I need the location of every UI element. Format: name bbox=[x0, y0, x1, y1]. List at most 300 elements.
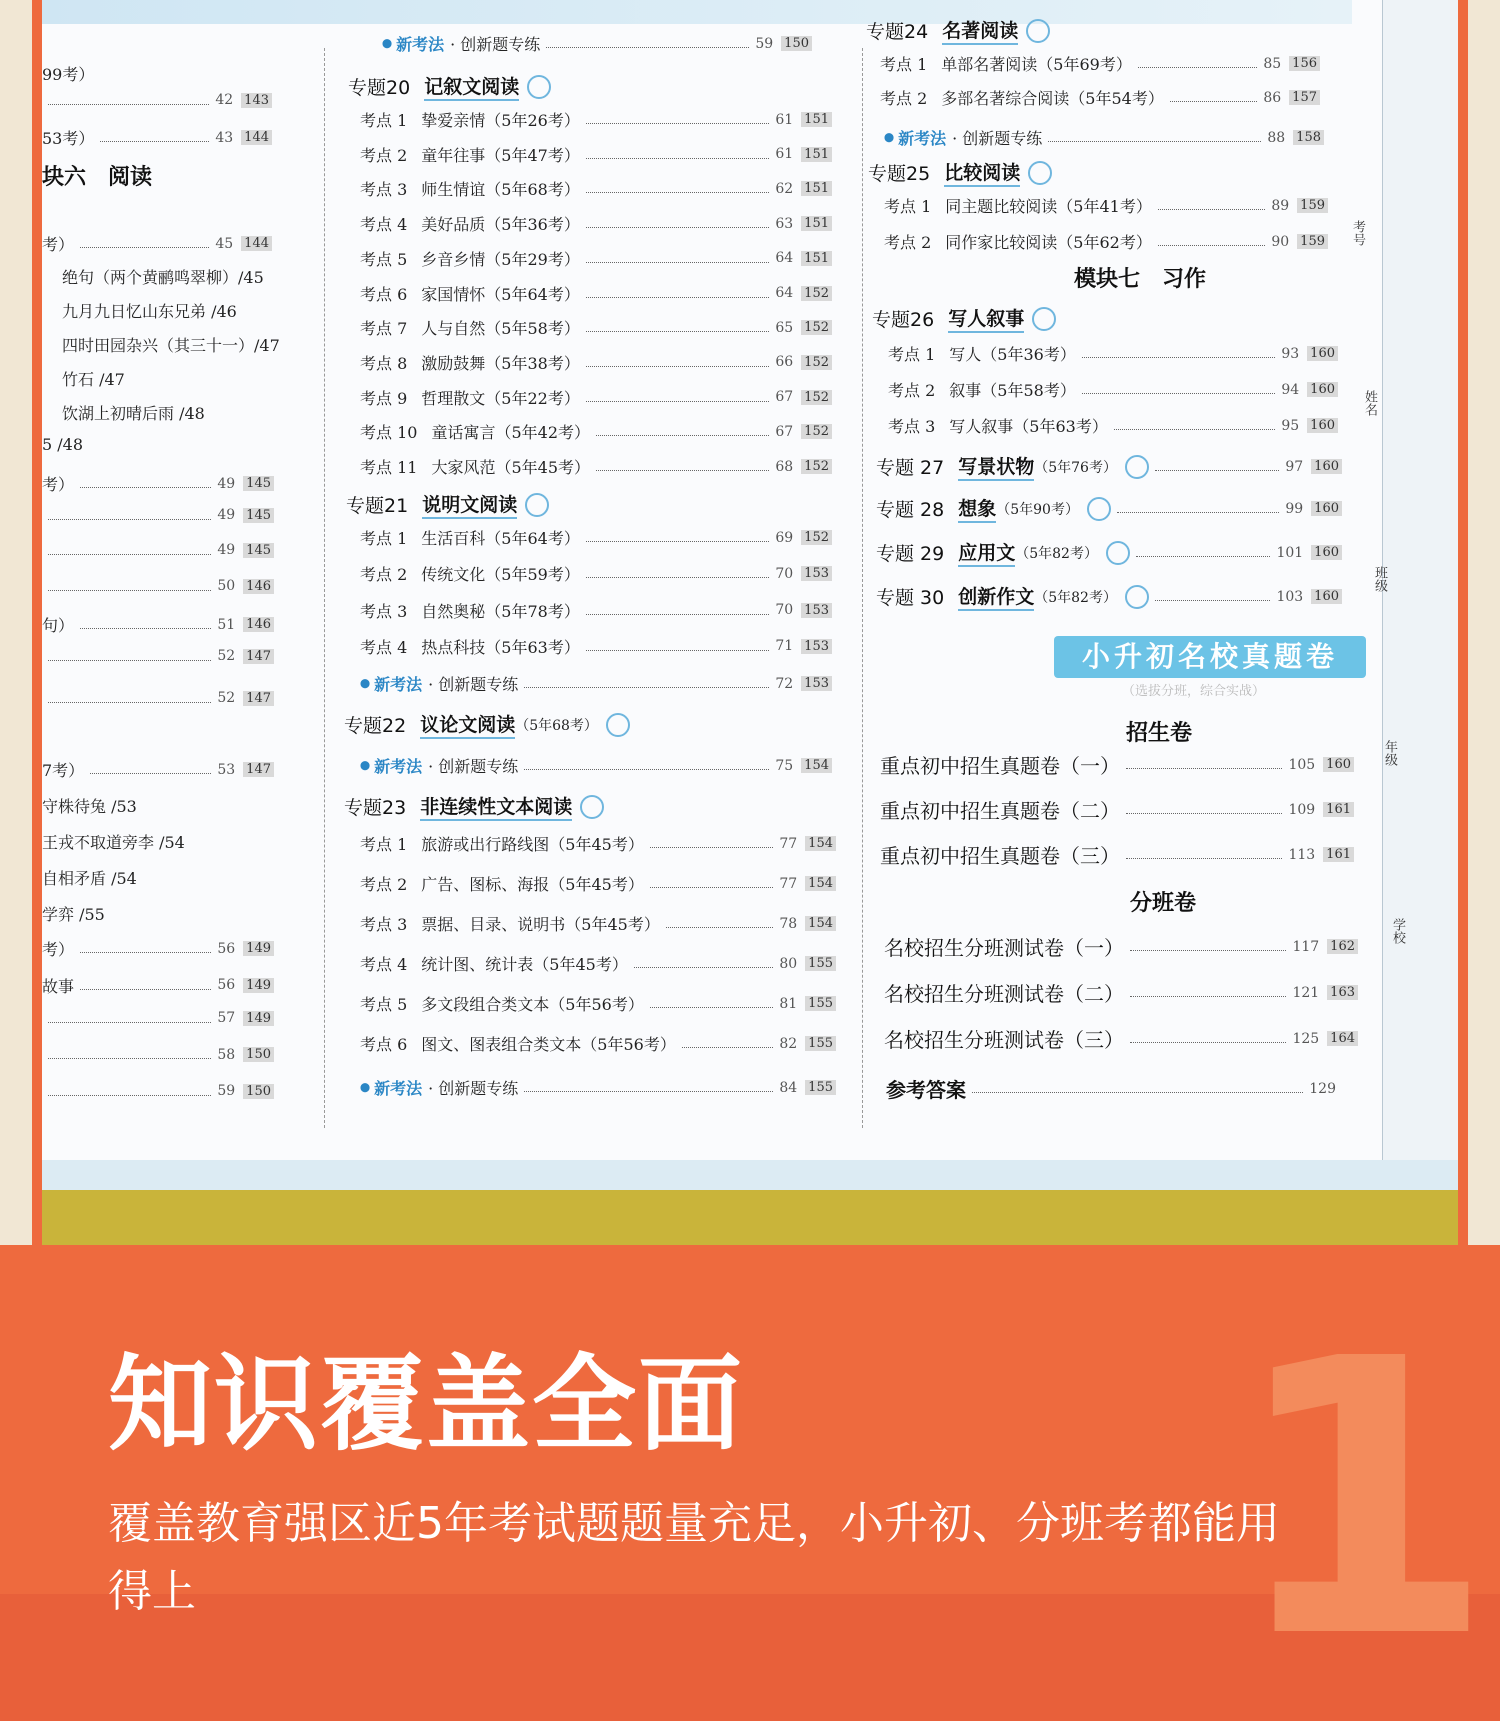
toc-entry-title: 多部名著综合阅读（5年54考） bbox=[941, 89, 1164, 108]
smile-icon bbox=[1028, 161, 1052, 185]
toc-leader-dots bbox=[48, 1022, 211, 1023]
answer-page-badge: 159 bbox=[1297, 198, 1328, 213]
toc-leader-dots bbox=[972, 1092, 1303, 1093]
answer-page-badge: 149 bbox=[243, 1011, 274, 1026]
page-number: 51 bbox=[217, 616, 236, 633]
topic-entry bbox=[876, 452, 1342, 481]
page-number: 67 bbox=[775, 423, 794, 440]
toc-leader-dots bbox=[1114, 429, 1276, 430]
toc-leader-dots bbox=[524, 769, 769, 770]
page-number: 50 bbox=[217, 578, 236, 594]
section-heading-fenban: 分班卷 bbox=[1130, 891, 1197, 916]
toc-entry-number: 考点 2 bbox=[880, 89, 928, 108]
new-method-tag: 新考法 bbox=[374, 1079, 423, 1098]
page-number: 64 bbox=[775, 250, 794, 267]
topic-label: 专题 30 bbox=[876, 587, 945, 609]
toc-entry-title: 写人（5年36考） bbox=[949, 345, 1076, 364]
page-number: 70 bbox=[775, 602, 794, 619]
answer-page-badge: 147 bbox=[243, 762, 274, 777]
page-number: 57 bbox=[217, 1010, 236, 1026]
toc-entry bbox=[884, 194, 1328, 217]
side-label-xingming: 姓名 bbox=[1362, 390, 1377, 416]
toc-entry-title: 乡音乡情（5年29考） bbox=[421, 249, 580, 269]
page-number: 64 bbox=[775, 285, 794, 301]
exam-entry bbox=[880, 795, 1354, 824]
toc-entry-title: 大家风范（5年45考） bbox=[431, 458, 590, 477]
toc-entry bbox=[360, 599, 832, 622]
smile-icon bbox=[527, 75, 551, 99]
toc-entry bbox=[42, 1010, 274, 1026]
answer-page-badge: 160 bbox=[1311, 459, 1342, 474]
toc-leader-dots bbox=[1138, 67, 1258, 68]
page-number: 85 bbox=[1263, 55, 1282, 72]
toc-entry bbox=[360, 635, 832, 658]
toc-leader-dots bbox=[586, 227, 770, 228]
toc-entry bbox=[880, 86, 1320, 109]
exam-entry bbox=[884, 932, 1358, 961]
toc-leader-dots bbox=[1136, 556, 1270, 557]
topic-label: 专题25 bbox=[868, 163, 931, 185]
feature-number: 1 bbox=[1230, 1278, 1495, 1721]
answer-page-badge: 154 bbox=[801, 758, 832, 773]
toc-leader-dots bbox=[48, 554, 211, 555]
smile-icon bbox=[1026, 19, 1050, 43]
toc-leader-dots bbox=[596, 435, 769, 436]
toc-leader-dots bbox=[586, 541, 770, 542]
page-number: 42 bbox=[215, 92, 234, 108]
answer-page-badge: 150 bbox=[243, 1047, 274, 1062]
page-number: 56 bbox=[217, 977, 236, 993]
topic-label: 专题 28 bbox=[876, 499, 945, 521]
new-method-label: · 创新题专练 bbox=[450, 35, 541, 54]
topic-title: 议论文阅读 bbox=[420, 710, 515, 739]
toc-entry-title: 故事 bbox=[42, 976, 75, 996]
toc-leader-dots bbox=[100, 141, 209, 142]
answer-page-badge: 145 bbox=[243, 476, 274, 491]
page-number: 95 bbox=[1281, 417, 1300, 434]
page-number: 84 bbox=[779, 1079, 798, 1096]
topic-title: 创新作文 bbox=[958, 582, 1034, 611]
toc-entry-number: 考点 8 bbox=[360, 353, 408, 373]
topic-label: 专题24 bbox=[866, 21, 929, 43]
toc-entry-number: 考点 3 bbox=[360, 180, 408, 200]
toc-entry-number: 考点 2 bbox=[884, 233, 932, 252]
page-number: 59 bbox=[755, 35, 774, 52]
toc-entry-title: 单部名著阅读（5年69考） bbox=[941, 55, 1132, 74]
toc-leader-dots bbox=[586, 331, 770, 332]
topic-heading bbox=[348, 72, 551, 101]
toc-entry-number: 考点 10 bbox=[360, 423, 418, 443]
exam-banner-subtitle: （选拔分班，综合实战） bbox=[1122, 684, 1266, 699]
toc-leader-dots bbox=[586, 577, 770, 578]
topic-title: 记叙文阅读 bbox=[424, 72, 519, 101]
toc-leader-dots bbox=[1126, 768, 1282, 769]
toc-leader-dots bbox=[634, 967, 774, 968]
topic-title: 名著阅读 bbox=[942, 16, 1018, 45]
page-number: 49 bbox=[217, 542, 236, 558]
toc-entry-title: 同作家比较阅读（5年62考） bbox=[945, 233, 1152, 252]
toc-leader-dots bbox=[48, 702, 211, 703]
toc-leader-dots bbox=[1155, 470, 1279, 471]
page-number: 113 bbox=[1288, 846, 1316, 863]
new-method-label: · 创新题专练 bbox=[428, 1079, 519, 1098]
toc-entry-title: 家国情怀（5年64考） bbox=[421, 284, 580, 304]
page-number: 49 bbox=[217, 475, 236, 492]
answer-page-badge: 156 bbox=[1289, 56, 1320, 71]
toc-entry bbox=[42, 92, 272, 108]
toc-entry bbox=[360, 872, 836, 895]
toc-entry bbox=[360, 455, 832, 478]
page-number: 80 bbox=[779, 955, 798, 972]
smile-icon bbox=[1125, 585, 1149, 609]
toc-entry-number: 考点 1 bbox=[360, 529, 408, 548]
smile-icon bbox=[580, 795, 604, 819]
toc-entry-number: 考点 2 bbox=[888, 381, 936, 400]
poem-item: 绝句（两个黄鹂鸣翠柳）/45 bbox=[62, 268, 264, 287]
answer-page-badge: 160 bbox=[1307, 382, 1338, 397]
topic-heading bbox=[872, 304, 1056, 333]
toc-entry bbox=[360, 832, 836, 855]
answer-page-badge: 155 bbox=[805, 1036, 836, 1051]
toc-entry-number: 考点 1 bbox=[888, 345, 936, 364]
answer-page-badge: 164 bbox=[1327, 1031, 1358, 1046]
toc-leader-dots bbox=[1117, 512, 1279, 513]
side-label-banji: 班级 bbox=[1372, 566, 1387, 592]
toc-entry-title: 师生情谊（5年68考） bbox=[421, 180, 580, 200]
topic-entry bbox=[876, 582, 1342, 611]
toc-entry-number: 考点 3 bbox=[888, 417, 936, 436]
toc-entry bbox=[884, 230, 1328, 253]
topic-note: （5年82考） bbox=[1034, 589, 1117, 606]
topic-title: 应用文 bbox=[958, 538, 1015, 567]
story-item: 王戎不取道旁李 /54 bbox=[42, 833, 185, 852]
toc-leader-dots bbox=[80, 487, 211, 488]
answer-page-badge: 151 bbox=[801, 251, 832, 266]
answer-page-badge: 154 bbox=[805, 836, 836, 851]
toc-entry-number: 考点 6 bbox=[360, 284, 408, 304]
toc-entry-number: 考点 1 bbox=[880, 55, 928, 74]
page-number: 62 bbox=[775, 180, 794, 197]
page-number: 63 bbox=[775, 215, 794, 232]
toc-leader-dots bbox=[666, 927, 774, 928]
topic-entry bbox=[876, 494, 1342, 523]
topic-note: （5年82考） bbox=[1015, 545, 1098, 562]
toc-entry-number: 考点 2 bbox=[360, 565, 408, 585]
toc-entry-number: 考点 2 bbox=[360, 875, 408, 894]
answer-page-badge: 153 bbox=[801, 676, 832, 691]
answer-page-badge: 155 bbox=[805, 956, 836, 971]
page-number: 117 bbox=[1292, 938, 1320, 955]
toc-entry bbox=[360, 212, 832, 235]
topic-entry bbox=[876, 538, 1342, 567]
answer-page-badge: 160 bbox=[1307, 418, 1338, 433]
pin-icon: ⬤ bbox=[360, 678, 371, 689]
page-number: 81 bbox=[779, 995, 798, 1012]
toc-entry-title: 统计图、统计表（5年45考） bbox=[421, 955, 628, 974]
toc-leader-dots bbox=[1126, 813, 1282, 814]
toc-entry-title: 多文段组合类文本（5年56考） bbox=[421, 995, 644, 1014]
toc-leader-dots bbox=[1170, 101, 1258, 102]
toc-entry-title: 美好品质（5年36考） bbox=[421, 215, 580, 235]
toc-entry bbox=[42, 507, 274, 523]
poem-item: 5 /48 bbox=[42, 435, 84, 454]
toc-leader-dots bbox=[80, 628, 211, 629]
toc-entry-title: 自然奥秘（5年78考） bbox=[421, 601, 580, 621]
pin-icon: ⬤ bbox=[360, 760, 371, 771]
toc-leader-dots bbox=[80, 989, 211, 990]
toc-entry-title: 票据、目录、说明书（5年45考） bbox=[421, 915, 660, 934]
page-number: 77 bbox=[779, 835, 798, 852]
toc-entry-title: 传统文化（5年59考） bbox=[421, 565, 580, 585]
page-number: 101 bbox=[1276, 544, 1304, 561]
toc-leader-dots bbox=[524, 1091, 773, 1092]
answer-page-badge: 160 bbox=[1311, 589, 1342, 604]
answer-page-badge: 160 bbox=[1323, 757, 1354, 772]
toc-entry bbox=[360, 143, 832, 166]
toc-entry-title: 7考） bbox=[42, 761, 85, 780]
toc-leader-dots bbox=[1082, 357, 1276, 358]
new-method-tag: 新考法 bbox=[374, 757, 423, 776]
answer-page-badge: 143 bbox=[241, 93, 272, 108]
toc-entry bbox=[42, 62, 102, 85]
column-divider-left bbox=[324, 48, 325, 1128]
new-method-entry bbox=[360, 754, 832, 777]
topic-title: 比较阅读 bbox=[944, 158, 1020, 187]
answer-page-badge: 155 bbox=[805, 996, 836, 1011]
page-number: 93 bbox=[1281, 345, 1300, 362]
answer-page-badge: 144 bbox=[241, 130, 272, 145]
toc-entry-title: 人与自然（5年58考） bbox=[421, 319, 580, 339]
toc-entry-title: 考） bbox=[42, 940, 75, 959]
answer-page-badge: 154 bbox=[805, 916, 836, 931]
pin-icon: ⬤ bbox=[382, 38, 393, 49]
answer-page-badge: 149 bbox=[243, 978, 274, 993]
toc-leader-dots bbox=[80, 247, 209, 248]
toc-entry bbox=[42, 937, 274, 960]
toc-entry-title: 同主题比较阅读（5年41考） bbox=[945, 197, 1152, 216]
toc-entry-number: 考点 2 bbox=[360, 145, 408, 165]
page-number: 99 bbox=[1285, 500, 1304, 517]
toc-entry-title: 挚爱亲情（5年26考） bbox=[421, 111, 580, 130]
topic-title: 写景状物 bbox=[958, 452, 1034, 481]
toc-entry bbox=[360, 912, 836, 935]
toc-entry bbox=[360, 316, 832, 339]
toc-leader-dots bbox=[586, 650, 770, 651]
topic-label: 专题22 bbox=[344, 715, 407, 737]
page-bottom-strip bbox=[42, 1160, 1458, 1190]
page-number: 49 bbox=[217, 507, 236, 523]
page-number: 52 bbox=[217, 690, 236, 706]
toc-leader-dots bbox=[1130, 996, 1286, 997]
new-method-tag: 新考法 bbox=[396, 35, 445, 54]
page-number: 70 bbox=[775, 565, 794, 582]
toc-leader-dots bbox=[650, 1007, 774, 1008]
answer-page-badge: 150 bbox=[781, 36, 812, 51]
answer-page-badge: 153 bbox=[801, 603, 832, 618]
module-title: 块六 阅读 bbox=[42, 165, 153, 190]
toc-leader-dots bbox=[1048, 141, 1261, 142]
page-number: 69 bbox=[775, 529, 794, 546]
answer-page-badge: 154 bbox=[805, 876, 836, 891]
toc-entry-title: 图文、图表组合类文本（5年56考） bbox=[421, 1035, 676, 1054]
exam-entry bbox=[884, 1024, 1358, 1053]
story-item: 自相矛盾 /54 bbox=[42, 869, 137, 888]
answer-page-badge: 147 bbox=[243, 691, 274, 706]
toc-entry bbox=[360, 420, 832, 443]
toc-entry bbox=[42, 613, 274, 636]
page-number: 88 bbox=[1267, 129, 1286, 146]
toc-entry bbox=[888, 414, 1338, 437]
toc-leader-dots bbox=[1126, 858, 1282, 859]
pin-icon: ⬤ bbox=[360, 1082, 371, 1093]
toc-entry bbox=[42, 542, 274, 558]
toc-leader-dots bbox=[586, 366, 770, 367]
toc-entry bbox=[42, 690, 274, 706]
page-number: 66 bbox=[775, 354, 794, 371]
page-number: 89 bbox=[1271, 197, 1290, 214]
toc-entry-title: 99考） bbox=[42, 65, 95, 84]
page-number: 71 bbox=[775, 638, 794, 655]
toc-entry-number: 考点 4 bbox=[360, 955, 408, 974]
new-method-label: · 创新题专练 bbox=[952, 129, 1043, 148]
page-number: 67 bbox=[775, 389, 794, 406]
page-number: 125 bbox=[1292, 1030, 1320, 1047]
answer-page-badge: 158 bbox=[1293, 130, 1324, 145]
toc-entry-number: 考点 3 bbox=[360, 601, 408, 621]
answer-page-badge: 152 bbox=[801, 530, 832, 545]
toc-entry bbox=[360, 177, 832, 200]
topic-note: （5年68考） bbox=[515, 717, 598, 734]
toc-leader-dots bbox=[586, 297, 770, 298]
toc-entry-title: 生活百科（5年64考） bbox=[421, 529, 580, 548]
smile-icon bbox=[1087, 497, 1111, 521]
toc-entry bbox=[42, 648, 274, 664]
toc-leader-dots bbox=[682, 1047, 774, 1048]
page-top-strip bbox=[42, 0, 1352, 24]
pin-icon: ⬤ bbox=[884, 132, 895, 143]
toc-entry-number: 考点 7 bbox=[360, 319, 408, 339]
new-method-entry bbox=[360, 1076, 836, 1099]
answer-page-badge: 152 bbox=[801, 286, 832, 301]
answer-page-badge: 153 bbox=[801, 566, 832, 581]
toc-entry-title: 热点科技（5年63考） bbox=[421, 637, 580, 657]
toc-entry bbox=[42, 974, 274, 997]
toc-entry bbox=[360, 562, 832, 585]
toc-entry-title: 童年往事（5年47考） bbox=[421, 145, 580, 165]
topic-label: 专题23 bbox=[344, 797, 407, 819]
page-number: 75 bbox=[775, 757, 794, 774]
answer-page-badge: 152 bbox=[801, 320, 832, 335]
toc-entry-title: 写人叙事（5年63考） bbox=[949, 417, 1108, 436]
answer-page-badge: 155 bbox=[805, 1080, 836, 1095]
story-item: 守株待兔 /53 bbox=[42, 797, 137, 816]
toc-leader-dots bbox=[546, 47, 749, 48]
toc-leader-dots bbox=[48, 104, 209, 105]
answers-title: 参考答案 bbox=[886, 1078, 966, 1102]
toc-leader-dots bbox=[586, 262, 770, 263]
page-number: 45 bbox=[215, 235, 234, 252]
toc-entry-number: 考点 1 bbox=[360, 111, 408, 130]
page-number: 82 bbox=[779, 1035, 798, 1052]
toc-entry bbox=[42, 758, 274, 781]
module-title: 模块七 习作 bbox=[1074, 267, 1207, 292]
answer-page-badge: 162 bbox=[1327, 939, 1358, 954]
column-divider-right bbox=[862, 48, 863, 1128]
answer-page-badge: 157 bbox=[1289, 90, 1320, 105]
topic-label: 专题 27 bbox=[876, 457, 945, 479]
poem-item: 四时田园杂兴（其三十一）/47 bbox=[62, 336, 280, 355]
toc-entry-title: 53考） bbox=[42, 129, 95, 148]
toc-leader-dots bbox=[1155, 600, 1270, 601]
toc-entry-title: 哲理散文（5年22考） bbox=[421, 388, 580, 408]
answer-page-badge: 144 bbox=[241, 236, 272, 251]
answer-page-badge: 160 bbox=[1311, 545, 1342, 560]
toc-entry-title: 考） bbox=[42, 475, 75, 494]
new-method-label: · 创新题专练 bbox=[428, 757, 519, 776]
toc-leader-dots bbox=[1158, 209, 1266, 210]
answer-page-badge: 152 bbox=[801, 355, 832, 370]
page-number: 129 bbox=[1309, 1080, 1336, 1097]
page-number: 53 bbox=[217, 761, 236, 778]
answer-page-badge: 152 bbox=[801, 390, 832, 405]
toc-entry bbox=[360, 351, 832, 374]
section-heading-zhaosheng: 招生卷 bbox=[1126, 721, 1193, 746]
toc-entry-number: 考点 9 bbox=[360, 388, 408, 408]
toc-leader-dots bbox=[48, 590, 211, 591]
toc-leader-dots bbox=[80, 952, 211, 953]
side-label-xuexiao: 学校 bbox=[1390, 918, 1405, 944]
answer-page-badge: 153 bbox=[801, 639, 832, 654]
new-method-label: · 创新题专练 bbox=[428, 675, 519, 694]
page-number: 94 bbox=[1281, 381, 1300, 398]
exam-entry bbox=[884, 978, 1358, 1007]
answer-page-badge: 152 bbox=[801, 459, 832, 474]
toc-entry-number: 考点 6 bbox=[360, 1035, 408, 1054]
page-number: 43 bbox=[215, 129, 234, 146]
topic-heading bbox=[346, 490, 549, 519]
answers-entry bbox=[886, 1074, 1336, 1103]
answer-page-badge: 152 bbox=[801, 424, 832, 439]
toc-entry bbox=[888, 342, 1338, 365]
answer-page-badge: 161 bbox=[1323, 847, 1354, 862]
answer-page-badge: 145 bbox=[243, 543, 274, 558]
topic-label: 专题 29 bbox=[876, 543, 945, 565]
smile-icon bbox=[525, 493, 549, 517]
toc-entry-title: 激励鼓舞（5年38考） bbox=[421, 353, 580, 373]
toc-entry-number: 考点 5 bbox=[360, 249, 408, 269]
answer-page-badge: 160 bbox=[1311, 501, 1342, 516]
exam-title: 名校招生分班测试卷（三） bbox=[884, 1028, 1124, 1052]
exam-title: 重点初中招生真题卷（三） bbox=[880, 844, 1120, 868]
new-method-entry bbox=[360, 672, 832, 695]
poem-item: 饮湖上初晴后雨 /48 bbox=[62, 404, 205, 423]
page-number: 97 bbox=[1285, 458, 1304, 475]
page-number: 58 bbox=[217, 1046, 236, 1063]
topic-heading bbox=[344, 710, 630, 739]
toc-entry-number: 考点 11 bbox=[360, 458, 418, 477]
new-method-entry bbox=[382, 32, 812, 55]
smile-icon bbox=[1125, 455, 1149, 479]
page-number: 105 bbox=[1288, 756, 1316, 773]
toc-entry-title: 旅游或出行路线图（5年45考） bbox=[421, 835, 644, 854]
toc-entry bbox=[360, 992, 836, 1015]
side-label-kaohao: 考号 bbox=[1350, 220, 1365, 246]
new-method-tag: 新考法 bbox=[898, 129, 947, 148]
poem-item: 竹石 /47 bbox=[62, 370, 125, 389]
page-number: 90 bbox=[1271, 233, 1290, 250]
book-photo bbox=[42, 0, 1458, 1245]
answer-page-badge: 146 bbox=[243, 579, 274, 594]
